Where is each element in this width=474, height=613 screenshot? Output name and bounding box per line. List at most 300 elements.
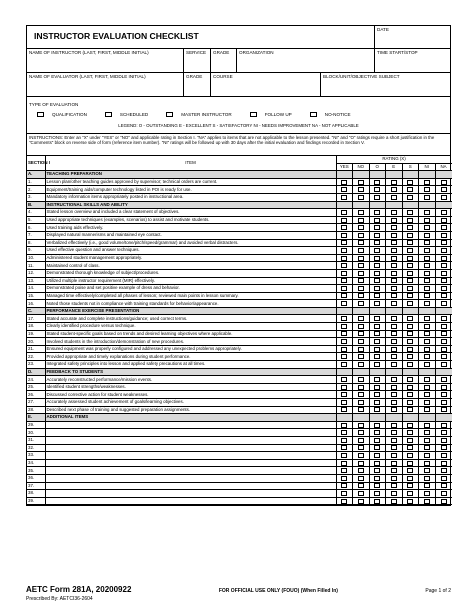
rating-checkbox[interactable] xyxy=(374,210,380,215)
checkbox[interactable] xyxy=(166,112,173,117)
rating-checkbox[interactable] xyxy=(391,445,397,450)
rating-checkbox[interactable] xyxy=(341,461,347,466)
rating-checkbox[interactable] xyxy=(424,331,430,336)
rating-checkbox[interactable] xyxy=(341,286,347,291)
time-field[interactable] xyxy=(375,49,450,72)
rating-checkbox[interactable] xyxy=(358,407,364,412)
course-field[interactable] xyxy=(211,73,321,96)
rating-checkbox[interactable] xyxy=(441,210,447,215)
rating-checkbox[interactable] xyxy=(424,407,430,412)
rating-checkbox[interactable] xyxy=(374,491,380,496)
rating-checkbox[interactable] xyxy=(407,263,413,268)
rating-checkbox[interactable] xyxy=(407,248,413,253)
rating-checkbox[interactable] xyxy=(341,225,347,230)
rating-checkbox[interactable] xyxy=(391,218,397,223)
rating-checkbox[interactable] xyxy=(441,324,447,329)
rating-checkbox[interactable] xyxy=(424,499,430,504)
rating-checkbox[interactable] xyxy=(374,377,380,382)
item-text[interactable] xyxy=(45,444,336,452)
rating-checkbox[interactable] xyxy=(441,392,447,397)
rating-checkbox[interactable] xyxy=(374,438,380,443)
rating-checkbox[interactable] xyxy=(424,453,430,458)
rating-checkbox[interactable] xyxy=(407,331,413,336)
rating-checkbox[interactable] xyxy=(441,316,447,321)
rating-checkbox[interactable] xyxy=(391,301,397,306)
rating-checkbox[interactable] xyxy=(374,430,380,435)
rating-checkbox[interactable] xyxy=(407,256,413,261)
rating-checkbox[interactable] xyxy=(374,240,380,245)
rating-checkbox[interactable] xyxy=(424,271,430,276)
rating-checkbox[interactable] xyxy=(391,331,397,336)
rating-checkbox[interactable] xyxy=(391,195,397,200)
rating-checkbox[interactable] xyxy=(374,331,380,336)
rating-checkbox[interactable] xyxy=(424,483,430,488)
checkbox[interactable] xyxy=(37,112,44,117)
rating-checkbox[interactable] xyxy=(407,453,413,458)
rating-checkbox[interactable] xyxy=(424,445,430,450)
rating-checkbox[interactable] xyxy=(424,286,430,291)
rating-checkbox[interactable] xyxy=(441,331,447,336)
rating-checkbox[interactable] xyxy=(407,461,413,466)
rating-checkbox[interactable] xyxy=(391,286,397,291)
rating-checkbox[interactable] xyxy=(374,263,380,268)
rating-checkbox[interactable] xyxy=(391,499,397,504)
rating-checkbox[interactable] xyxy=(341,392,347,397)
rating-checkbox[interactable] xyxy=(391,316,397,321)
rating-checkbox[interactable] xyxy=(374,248,380,253)
rating-checkbox[interactable] xyxy=(441,347,447,352)
rating-checkbox[interactable] xyxy=(441,476,447,481)
rating-checkbox[interactable] xyxy=(424,263,430,268)
rating-checkbox[interactable] xyxy=(424,476,430,481)
rating-checkbox[interactable] xyxy=(424,385,430,390)
rating-checkbox[interactable] xyxy=(358,354,364,359)
rating-checkbox[interactable] xyxy=(441,263,447,268)
rating-checkbox[interactable] xyxy=(441,286,447,291)
rating-checkbox[interactable] xyxy=(358,347,364,352)
rating-checkbox[interactable] xyxy=(374,476,380,481)
rating-checkbox[interactable] xyxy=(407,301,413,306)
eval-type-qualification[interactable]: QUALIFICATION xyxy=(37,112,87,117)
rating-checkbox[interactable] xyxy=(341,347,347,352)
rating-checkbox[interactable] xyxy=(341,210,347,215)
item-text[interactable] xyxy=(45,474,336,482)
rating-checkbox[interactable] xyxy=(424,195,430,200)
rating-checkbox[interactable] xyxy=(374,195,380,200)
rating-checkbox[interactable] xyxy=(391,293,397,298)
rating-checkbox[interactable] xyxy=(374,453,380,458)
rating-checkbox[interactable] xyxy=(441,225,447,230)
rating-checkbox[interactable] xyxy=(341,233,347,238)
organization-field[interactable] xyxy=(237,49,375,72)
rating-checkbox[interactable] xyxy=(391,423,397,428)
rating-checkbox[interactable] xyxy=(358,499,364,504)
rating-checkbox[interactable] xyxy=(424,423,430,428)
rating-checkbox[interactable] xyxy=(358,362,364,367)
rating-checkbox[interactable] xyxy=(374,225,380,230)
rating-checkbox[interactable] xyxy=(407,400,413,405)
rating-checkbox[interactable] xyxy=(391,461,397,466)
rating-checkbox[interactable] xyxy=(391,248,397,253)
rating-checkbox[interactable] xyxy=(424,491,430,496)
rating-checkbox[interactable] xyxy=(424,347,430,352)
rating-checkbox[interactable] xyxy=(391,187,397,192)
rating-checkbox[interactable] xyxy=(424,354,430,359)
rating-checkbox[interactable] xyxy=(341,316,347,321)
rating-checkbox[interactable] xyxy=(407,377,413,382)
rating-checkbox[interactable] xyxy=(358,248,364,253)
rating-checkbox[interactable] xyxy=(374,218,380,223)
rating-checkbox[interactable] xyxy=(358,187,364,192)
rating-checkbox[interactable] xyxy=(407,468,413,473)
rating-checkbox[interactable] xyxy=(424,339,430,344)
rating-checkbox[interactable] xyxy=(374,392,380,397)
eval-type-scheduled[interactable]: SCHEDULED xyxy=(105,112,148,117)
date-field[interactable] xyxy=(375,26,450,48)
rating-checkbox[interactable] xyxy=(441,278,447,283)
rating-checkbox[interactable] xyxy=(374,180,380,185)
rating-checkbox[interactable] xyxy=(407,187,413,192)
rating-checkbox[interactable] xyxy=(391,453,397,458)
rating-checkbox[interactable] xyxy=(341,476,347,481)
checkbox[interactable] xyxy=(105,112,112,117)
rating-checkbox[interactable] xyxy=(374,286,380,291)
rating-checkbox[interactable] xyxy=(424,293,430,298)
rating-checkbox[interactable] xyxy=(407,210,413,215)
rating-checkbox[interactable] xyxy=(441,248,447,253)
rating-checkbox[interactable] xyxy=(441,195,447,200)
rating-checkbox[interactable] xyxy=(341,240,347,245)
rating-checkbox[interactable] xyxy=(391,438,397,443)
rating-checkbox[interactable] xyxy=(391,263,397,268)
rating-checkbox[interactable] xyxy=(374,354,380,359)
rating-checkbox[interactable] xyxy=(407,180,413,185)
rating-checkbox[interactable] xyxy=(441,407,447,412)
rating-checkbox[interactable] xyxy=(424,218,430,223)
rating-checkbox[interactable] xyxy=(441,453,447,458)
rating-checkbox[interactable] xyxy=(358,423,364,428)
rating-checkbox[interactable] xyxy=(407,392,413,397)
rating-checkbox[interactable] xyxy=(441,339,447,344)
rating-checkbox[interactable] xyxy=(374,293,380,298)
rating-checkbox[interactable] xyxy=(391,476,397,481)
rating-checkbox[interactable] xyxy=(441,233,447,238)
rating-checkbox[interactable] xyxy=(374,233,380,238)
rating-checkbox[interactable] xyxy=(407,483,413,488)
rating-checkbox[interactable] xyxy=(358,453,364,458)
rating-checkbox[interactable] xyxy=(391,468,397,473)
rating-checkbox[interactable] xyxy=(341,180,347,185)
rating-checkbox[interactable] xyxy=(407,438,413,443)
rating-checkbox[interactable] xyxy=(358,293,364,298)
rating-checkbox[interactable] xyxy=(441,430,447,435)
instructor-name-field[interactable] xyxy=(27,49,184,72)
rating-checkbox[interactable] xyxy=(424,180,430,185)
rating-checkbox[interactable] xyxy=(374,385,380,390)
rating-checkbox[interactable] xyxy=(341,362,347,367)
rating-checkbox[interactable] xyxy=(358,286,364,291)
rating-checkbox[interactable] xyxy=(374,483,380,488)
rating-checkbox[interactable] xyxy=(341,499,347,504)
rating-checkbox[interactable] xyxy=(374,461,380,466)
rating-checkbox[interactable] xyxy=(441,271,447,276)
rating-checkbox[interactable] xyxy=(358,476,364,481)
rating-checkbox[interactable] xyxy=(424,468,430,473)
rating-checkbox[interactable] xyxy=(441,491,447,496)
rating-checkbox[interactable] xyxy=(341,256,347,261)
rating-checkbox[interactable] xyxy=(441,187,447,192)
rating-checkbox[interactable] xyxy=(391,233,397,238)
rating-checkbox[interactable] xyxy=(424,240,430,245)
rating-checkbox[interactable] xyxy=(407,499,413,504)
item-text[interactable] xyxy=(45,467,336,475)
rating-checkbox[interactable] xyxy=(391,491,397,496)
rating-checkbox[interactable] xyxy=(424,377,430,382)
rating-checkbox[interactable] xyxy=(358,483,364,488)
rating-checkbox[interactable] xyxy=(341,468,347,473)
rating-checkbox[interactable] xyxy=(358,324,364,329)
rating-checkbox[interactable] xyxy=(391,324,397,329)
rating-checkbox[interactable] xyxy=(374,400,380,405)
rating-checkbox[interactable] xyxy=(358,339,364,344)
rating-checkbox[interactable] xyxy=(341,491,347,496)
eval-type-master-instructor[interactable]: MASTER INSTRUCTOR xyxy=(166,112,231,117)
rating-checkbox[interactable] xyxy=(424,362,430,367)
rating-checkbox[interactable] xyxy=(424,301,430,306)
rating-checkbox[interactable] xyxy=(374,324,380,329)
rating-checkbox[interactable] xyxy=(374,423,380,428)
rating-checkbox[interactable] xyxy=(374,278,380,283)
rating-checkbox[interactable] xyxy=(441,256,447,261)
rating-checkbox[interactable] xyxy=(374,347,380,352)
rating-checkbox[interactable] xyxy=(358,461,364,466)
rating-checkbox[interactable] xyxy=(424,461,430,466)
item-text[interactable] xyxy=(45,497,336,505)
rating-checkbox[interactable] xyxy=(391,354,397,359)
checkbox[interactable] xyxy=(250,112,257,117)
rating-checkbox[interactable] xyxy=(341,271,347,276)
rating-checkbox[interactable] xyxy=(374,468,380,473)
rating-checkbox[interactable] xyxy=(391,339,397,344)
rating-checkbox[interactable] xyxy=(407,362,413,367)
rating-checkbox[interactable] xyxy=(407,286,413,291)
rating-checkbox[interactable] xyxy=(424,233,430,238)
rating-checkbox[interactable] xyxy=(341,293,347,298)
rating-checkbox[interactable] xyxy=(407,218,413,223)
rating-checkbox[interactable] xyxy=(341,407,347,412)
rating-checkbox[interactable] xyxy=(341,263,347,268)
rating-checkbox[interactable] xyxy=(358,316,364,321)
rating-checkbox[interactable] xyxy=(374,187,380,192)
evaluator-name-field[interactable] xyxy=(27,73,184,96)
rating-checkbox[interactable] xyxy=(391,392,397,397)
service-field[interactable] xyxy=(184,49,211,72)
rating-checkbox[interactable] xyxy=(341,324,347,329)
rating-checkbox[interactable] xyxy=(358,438,364,443)
rating-checkbox[interactable] xyxy=(391,210,397,215)
rating-checkbox[interactable] xyxy=(358,445,364,450)
evaluator-grade-field[interactable] xyxy=(184,73,211,96)
rating-checkbox[interactable] xyxy=(341,218,347,223)
rating-checkbox[interactable] xyxy=(341,438,347,443)
rating-checkbox[interactable] xyxy=(391,225,397,230)
rating-checkbox[interactable] xyxy=(407,476,413,481)
rating-checkbox[interactable] xyxy=(341,248,347,253)
item-text[interactable] xyxy=(45,459,336,467)
rating-checkbox[interactable] xyxy=(407,271,413,276)
rating-checkbox[interactable] xyxy=(441,218,447,223)
rating-checkbox[interactable] xyxy=(374,301,380,306)
rating-checkbox[interactable] xyxy=(424,210,430,215)
item-text[interactable] xyxy=(45,490,336,498)
rating-checkbox[interactable] xyxy=(358,210,364,215)
rating-checkbox[interactable] xyxy=(391,240,397,245)
rating-checkbox[interactable] xyxy=(374,499,380,504)
rating-checkbox[interactable] xyxy=(424,316,430,321)
rating-checkbox[interactable] xyxy=(358,385,364,390)
rating-checkbox[interactable] xyxy=(358,233,364,238)
rating-checkbox[interactable] xyxy=(391,400,397,405)
rating-checkbox[interactable] xyxy=(341,400,347,405)
rating-checkbox[interactable] xyxy=(407,407,413,412)
rating-checkbox[interactable] xyxy=(374,407,380,412)
rating-checkbox[interactable] xyxy=(407,445,413,450)
rating-checkbox[interactable] xyxy=(341,354,347,359)
rating-checkbox[interactable] xyxy=(341,445,347,450)
block-field[interactable] xyxy=(321,73,450,96)
rating-checkbox[interactable] xyxy=(407,324,413,329)
rating-checkbox[interactable] xyxy=(358,278,364,283)
checkbox[interactable] xyxy=(310,112,317,117)
rating-checkbox[interactable] xyxy=(407,278,413,283)
rating-checkbox[interactable] xyxy=(407,225,413,230)
rating-checkbox[interactable] xyxy=(441,354,447,359)
rating-checkbox[interactable] xyxy=(391,278,397,283)
rating-checkbox[interactable] xyxy=(441,362,447,367)
rating-checkbox[interactable] xyxy=(358,180,364,185)
rating-checkbox[interactable] xyxy=(441,468,447,473)
rating-checkbox[interactable] xyxy=(424,438,430,443)
rating-checkbox[interactable] xyxy=(358,271,364,276)
rating-checkbox[interactable] xyxy=(424,400,430,405)
rating-checkbox[interactable] xyxy=(358,430,364,435)
rating-checkbox[interactable] xyxy=(374,271,380,276)
rating-checkbox[interactable] xyxy=(341,377,347,382)
rating-checkbox[interactable] xyxy=(341,483,347,488)
item-text[interactable] xyxy=(45,429,336,437)
rating-checkbox[interactable] xyxy=(374,445,380,450)
rating-checkbox[interactable] xyxy=(341,430,347,435)
rating-checkbox[interactable] xyxy=(341,187,347,192)
rating-checkbox[interactable] xyxy=(391,430,397,435)
rating-checkbox[interactable] xyxy=(374,362,380,367)
rating-checkbox[interactable] xyxy=(441,180,447,185)
rating-checkbox[interactable] xyxy=(358,256,364,261)
rating-checkbox[interactable] xyxy=(441,423,447,428)
rating-checkbox[interactable] xyxy=(424,324,430,329)
rating-checkbox[interactable] xyxy=(424,430,430,435)
rating-checkbox[interactable] xyxy=(407,240,413,245)
rating-checkbox[interactable] xyxy=(358,218,364,223)
item-text[interactable] xyxy=(45,421,336,429)
rating-checkbox[interactable] xyxy=(407,385,413,390)
rating-checkbox[interactable] xyxy=(441,483,447,488)
rating-checkbox[interactable] xyxy=(391,256,397,261)
rating-checkbox[interactable] xyxy=(424,256,430,261)
rating-checkbox[interactable] xyxy=(441,385,447,390)
rating-checkbox[interactable] xyxy=(391,407,397,412)
rating-checkbox[interactable] xyxy=(407,423,413,428)
rating-checkbox[interactable] xyxy=(374,316,380,321)
rating-checkbox[interactable] xyxy=(358,195,364,200)
rating-checkbox[interactable] xyxy=(407,347,413,352)
rating-checkbox[interactable] xyxy=(358,468,364,473)
rating-checkbox[interactable] xyxy=(441,293,447,298)
rating-checkbox[interactable] xyxy=(391,483,397,488)
rating-checkbox[interactable] xyxy=(441,499,447,504)
rating-checkbox[interactable] xyxy=(358,301,364,306)
rating-checkbox[interactable] xyxy=(391,271,397,276)
rating-checkbox[interactable] xyxy=(441,461,447,466)
instructor-grade-field[interactable] xyxy=(211,49,237,72)
rating-checkbox[interactable] xyxy=(341,301,347,306)
rating-checkbox[interactable] xyxy=(341,195,347,200)
item-text[interactable] xyxy=(45,452,336,460)
rating-checkbox[interactable] xyxy=(441,377,447,382)
rating-checkbox[interactable] xyxy=(358,225,364,230)
rating-checkbox[interactable] xyxy=(358,400,364,405)
rating-checkbox[interactable] xyxy=(391,180,397,185)
rating-checkbox[interactable] xyxy=(374,339,380,344)
rating-checkbox[interactable] xyxy=(341,453,347,458)
rating-checkbox[interactable] xyxy=(391,362,397,367)
item-text[interactable] xyxy=(45,436,336,444)
eval-type-follow-up[interactable]: FOLLOW UP xyxy=(250,112,292,117)
rating-checkbox[interactable] xyxy=(407,354,413,359)
rating-checkbox[interactable] xyxy=(441,445,447,450)
rating-checkbox[interactable] xyxy=(407,430,413,435)
rating-checkbox[interactable] xyxy=(341,331,347,336)
rating-checkbox[interactable] xyxy=(358,377,364,382)
rating-checkbox[interactable] xyxy=(424,248,430,253)
eval-type-no-notice[interactable]: NO-NOTICE xyxy=(310,112,351,117)
rating-checkbox[interactable] xyxy=(407,491,413,496)
rating-checkbox[interactable] xyxy=(424,392,430,397)
rating-checkbox[interactable] xyxy=(358,331,364,336)
rating-checkbox[interactable] xyxy=(341,385,347,390)
rating-checkbox[interactable] xyxy=(424,278,430,283)
rating-checkbox[interactable] xyxy=(391,385,397,390)
rating-checkbox[interactable] xyxy=(424,187,430,192)
rating-checkbox[interactable] xyxy=(391,377,397,382)
rating-checkbox[interactable] xyxy=(407,195,413,200)
rating-checkbox[interactable] xyxy=(341,423,347,428)
rating-checkbox[interactable] xyxy=(374,256,380,261)
rating-checkbox[interactable] xyxy=(358,263,364,268)
rating-checkbox[interactable] xyxy=(341,339,347,344)
rating-checkbox[interactable] xyxy=(358,491,364,496)
rating-checkbox[interactable] xyxy=(441,301,447,306)
rating-checkbox[interactable] xyxy=(407,233,413,238)
rating-checkbox[interactable] xyxy=(358,240,364,245)
rating-checkbox[interactable] xyxy=(441,400,447,405)
rating-checkbox[interactable] xyxy=(407,339,413,344)
rating-checkbox[interactable] xyxy=(407,293,413,298)
item-text[interactable] xyxy=(45,482,336,490)
rating-checkbox[interactable] xyxy=(358,392,364,397)
rating-checkbox[interactable] xyxy=(441,438,447,443)
rating-checkbox[interactable] xyxy=(391,347,397,352)
